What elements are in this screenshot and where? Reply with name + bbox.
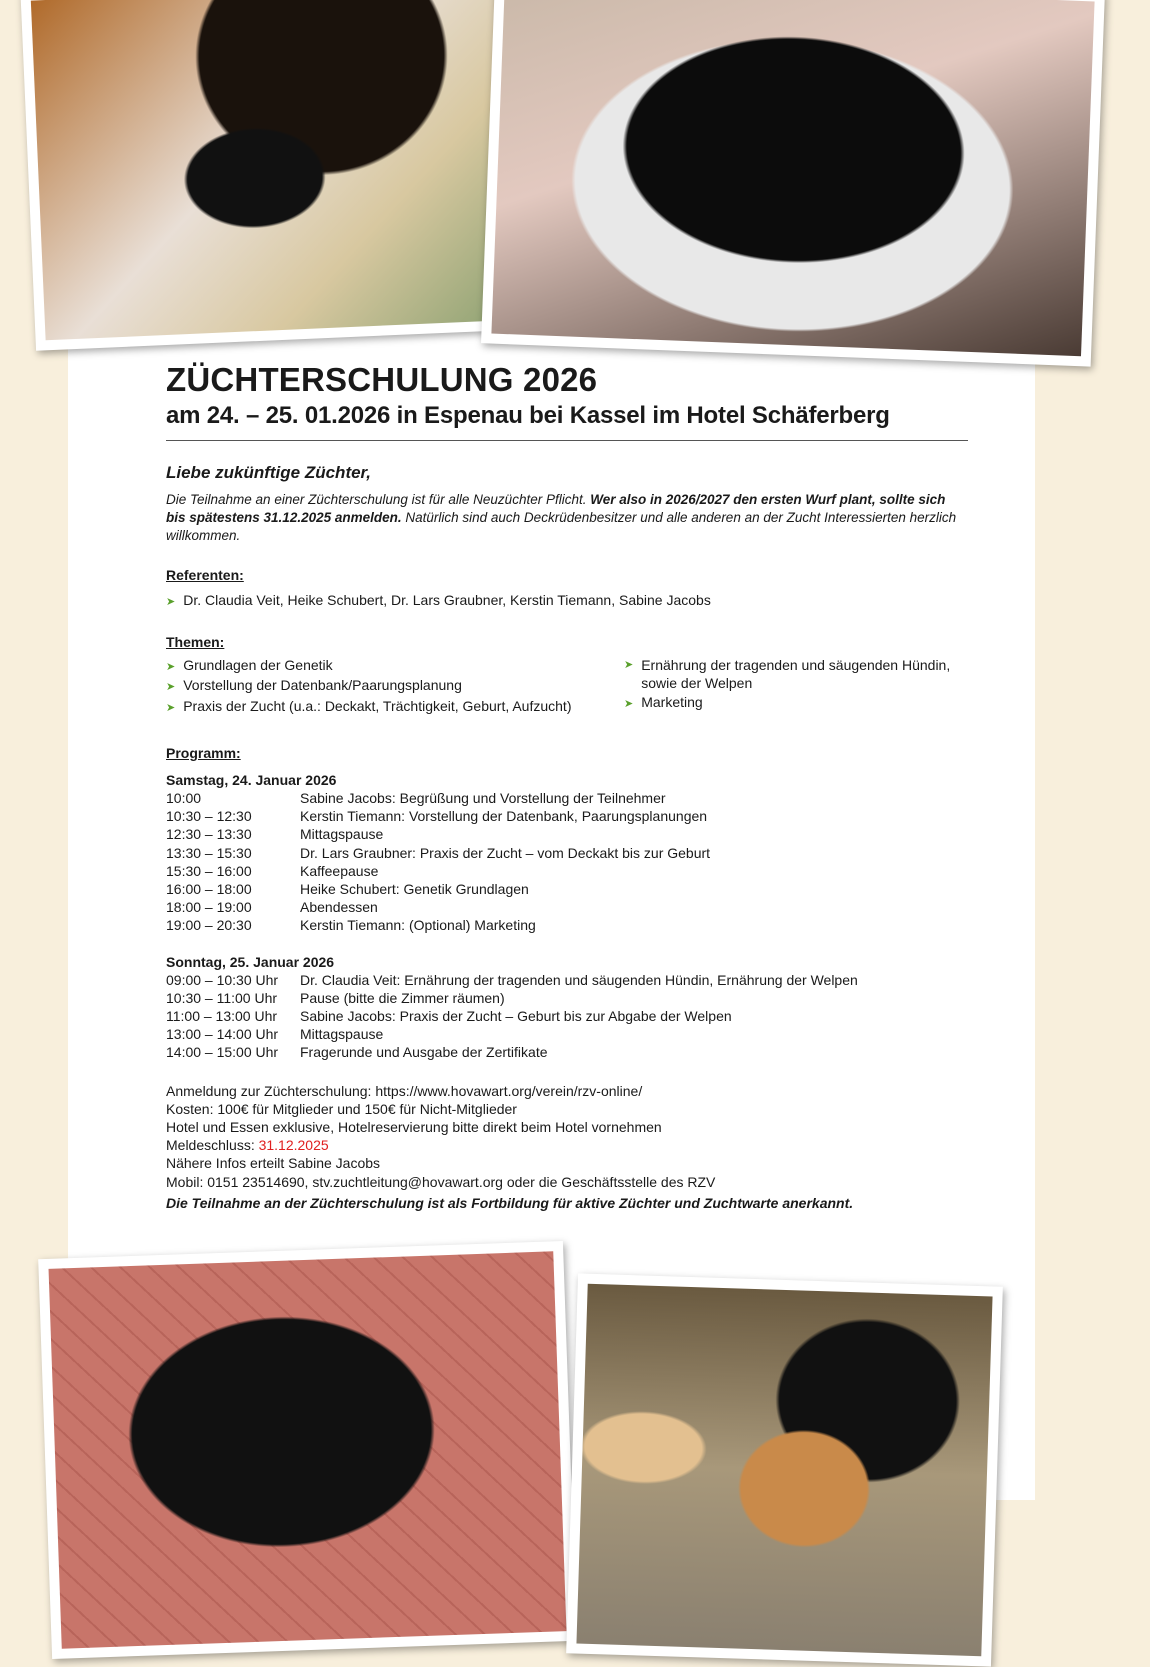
arrow-bullet-icon: ➤ [166, 681, 176, 693]
photo-mother-with-puppy [20, 0, 535, 351]
referenten-list: Dr. Claudia Veit, Heike Schubert, Dr. Lars Graubner, Kerstin Tiemann, Sabine Jacobs [183, 592, 711, 608]
program-item: Heike Schubert: Genetik Grundlagen [300, 881, 529, 898]
program-item: Kerstin Tiemann: Vorstellung der Datenbank, Paarungsplanungen [300, 808, 708, 825]
themen-item [624, 693, 968, 714]
program-row [166, 898, 968, 916]
themen-item [166, 656, 624, 677]
program-time: 18:00 – 19:00 [166, 899, 252, 916]
program-item: Dr. Lars Graubner: Praxis der Zucht – vom Deckakt bis zur Geburt [300, 844, 711, 861]
program-row [166, 989, 968, 1007]
photo-puppies-outdoors [566, 1273, 1003, 1666]
program-row [166, 807, 968, 825]
program-row [166, 1025, 968, 1043]
program-time: 11:00 – 13:00 Uhr [166, 1008, 278, 1025]
program-time: 10:30 – 12:30 [166, 808, 252, 825]
deadline-label: Meldeschluss: [166, 1137, 259, 1154]
flyer-content [166, 360, 968, 1213]
themen-list [166, 656, 968, 718]
referenten-item [166, 591, 968, 612]
deadline-date: 31.12.2025 [258, 1137, 329, 1154]
program-item: Kaffeepause [300, 862, 379, 879]
certification-note: Die Teilnahme an der Züchterschulung ist als Fortbildung für aktive Züchter und Zuchtwarte anerkannt. [166, 1194, 854, 1211]
program-row [166, 844, 968, 862]
program-row [166, 971, 968, 989]
program-row [166, 1043, 968, 1061]
contact-details-text: Mobil: 0151 23514690, stv.zuchtleitung@hovawart.org oder die Geschäftsstelle des RZV [166, 1173, 716, 1190]
programm-heading: Programm: [166, 745, 241, 761]
hotel-text: Hotel und Essen exklusive, Hotelreservierung bitte direkt beim Hotel vornehmen [166, 1119, 662, 1136]
arrow-bullet-icon: ➤ [166, 701, 176, 714]
page-subtitle: am 24. – 25. 01.2026 in Espenau bei Kassel im Hotel Schäferberg [166, 400, 968, 441]
programm-schedule [166, 771, 968, 1062]
program-item: Pause (bitte die Zimmer räumen) [300, 989, 505, 1006]
program-item: Mittagspause [300, 1026, 384, 1043]
program-time: 13:30 – 15:30 [166, 844, 252, 861]
contact-person-text: Nähere Infos erteilt Sabine Jacobs [166, 1155, 381, 1172]
themen-item [166, 676, 624, 697]
referenten-heading: Referenten: [166, 567, 244, 583]
program-row [166, 789, 968, 807]
arrow-bullet-icon: ➤ [166, 596, 176, 608]
info-block [166, 1082, 968, 1213]
program-item: Sabine Jacobs: Praxis der Zucht – Geburt bis zur Abgabe der Welpen [300, 1008, 732, 1025]
program-row [166, 1007, 968, 1025]
greeting: Liebe zukünftige Züchter, [166, 463, 371, 482]
themen-heading: Themen: [166, 633, 225, 650]
program-item: Kerstin Tiemann: (Optional) Marketing [300, 917, 536, 934]
intro-part1: Die Teilnahme an einer Züchterschulung ist für alle Neuzüchter Pflicht. [166, 492, 591, 507]
themen-text: Vorstellung der Datenbank/Paarungsplanung [183, 677, 462, 693]
themen-text: Praxis der Zucht (u.a.: Deckakt, Trächtigkeit, Geburt, Aufzucht) [183, 697, 572, 714]
program-day-label: Sonntag, 25. Januar 2026 [166, 953, 335, 970]
themen-text: Ernährung der tragenden und säugenden Hündin, sowie der Welpen [641, 656, 951, 691]
registration-link-text: Anmeldung zur Züchterschulung: https://www.hovawart.org/verein/rzv-online/ [166, 1082, 643, 1099]
themen-text: Marketing [641, 693, 703, 710]
arrow-bullet-icon: ➤ [166, 660, 176, 673]
program-time: 09:00 – 10:30 Uhr [166, 971, 279, 988]
page-title: ZÜCHTERSCHULUNG 2026 [166, 361, 598, 398]
program-time: 19:00 – 20:30 [166, 917, 252, 934]
program-time: 13:00 – 14:00 Uhr [166, 1026, 279, 1043]
program-row [166, 880, 968, 898]
program-time: 14:00 – 15:00 Uhr [166, 1044, 279, 1061]
program-day [166, 771, 968, 935]
program-item: Fragerunde und Ausgabe der Zertifikate [300, 1044, 548, 1061]
program-row [166, 825, 968, 843]
program-item: Mittagspause [300, 826, 384, 843]
program-item: Dr. Claudia Veit: Ernährung der tragenden und säugenden Hündin, Ernährung der Welpen [300, 971, 858, 988]
photo-black-puppy-in-bowl [481, 0, 1105, 367]
program-time: 15:30 – 16:00 [166, 862, 252, 879]
program-row [166, 862, 968, 880]
program-item: Sabine Jacobs: Begrüßung und Vorstellung der Teilnehmer [300, 790, 666, 806]
intro-text [166, 491, 968, 545]
program-time: 16:00 – 18:00 [166, 881, 252, 898]
costs-text: Kosten: 100€ für Mitglieder und 150€ für Nicht-Mitglieder [166, 1100, 517, 1117]
arrow-bullet-icon: ➤ [624, 658, 634, 671]
intro-bold: Wer also in 2026/2027 den ersten Wurf plant, sollte sich bis spätestens 31.12.2025 anmelden. [166, 492, 946, 525]
program-time: 10:30 – 11:00 Uhr [166, 989, 278, 1006]
program-time: 12:30 – 13:30 [166, 826, 252, 843]
program-row [166, 916, 968, 934]
program-day [166, 953, 968, 1062]
arrow-bullet-icon: ➤ [624, 697, 634, 710]
deadline-line [166, 1136, 968, 1154]
program-day-label: Samstag, 24. Januar 2026 [166, 772, 337, 788]
program-time: 10:00 [166, 790, 202, 806]
themen-item [166, 697, 624, 718]
themen-item [624, 656, 968, 693]
intro-part2: Natürlich sind auch Deckrüdenbesitzer und alle anderen an der Zucht Interessierten herzlich willkommen. [166, 510, 957, 543]
program-item: Abendessen [300, 899, 378, 916]
themen-text: Grundlagen der Genetik [183, 656, 333, 673]
photo-puppies-feeding [38, 1241, 577, 1659]
